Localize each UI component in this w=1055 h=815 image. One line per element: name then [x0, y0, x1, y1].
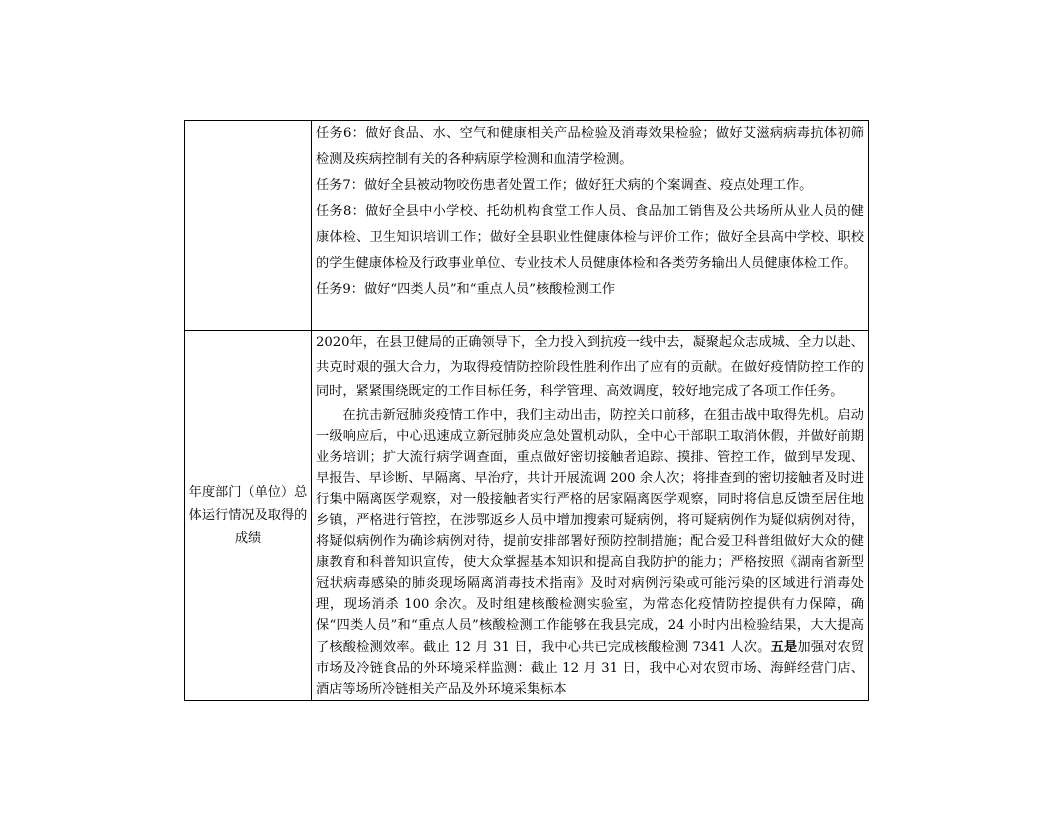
detail-text-main: 在抗击新冠肺炎疫情工作中，我们主动出击，防控关口前移，在狙击战中取得先机。启动一级响应后，中心迅速成立新冠肺炎应急处置机动队，全中心干部职工取消休假，并做好前期业务培训；扩大流行病学调查面，重点做好密切接触者追踪、摸排、管控工作，做到早发现、早报告、早诊断、早隔离、早治疗，共计开展流调 200 余人次；将排查到的密切接触者及时进行集中隔离医学观察，对一般接触者实行严格的居家隔离医学观察，同时将信息反馈至居住地乡镇，严格进行管控，在涉鄂返乡人员中增加搜索可疑病例，将可疑病例作为疑似病例对待，将疑似病例作为确诊病例对待，提前安排部署好预防控制措施；配合爱卫科普组做好大众的健康教育和科普知识宣传，使大众掌握基本知识和提高自我防护的能力；严格按照《湖南省新型冠状病毒感染的肺炎现场隔离消毒技术指南》及时对病例污染或可能污染的区域进行消毒处理，现场消杀 100 余次。及时组建核酸检测实验室，为常态化疫情防控提供有力保障，确保“四类人员”和“重点人员”核酸检测工作能够在我县完成，24 小时内出检验结果，大大提高了核酸检测效率。截止 12 月 31 日，我中心共已完成核酸检测 7341 人次。: [316, 407, 864, 655]
summary-label-cell: [185, 331, 312, 701]
document-table: [184, 120, 869, 701]
tasks-label-cell: [185, 121, 312, 331]
tasks-row: [185, 121, 869, 331]
summary-label: 年度部门（单位）总体运行情况及取得的成绩: [188, 484, 308, 546]
task-7-text: 任务7：做好全县被动物咬伤患者处置工作；做好狂犬病的个案调查、疫点处理工作。: [316, 178, 813, 193]
summary-cell: [312, 331, 869, 701]
summary-row: [185, 331, 869, 701]
task-6-text: 任务6：做好食品、水、空气和健康相关产品检验及消毒效果检验；做好艾滋病病毒抗体初筛检测及疾病控制有关的各种病原学检测和血清学检测。: [316, 126, 864, 167]
detail-text-tail: 加强对农贸市场及冷链食品的外环境采样监测：截止 12 月 31 日，我中心对农贸市场、海鲜经营门店、酒店等场所冷链相关产品及外环境采集标本: [316, 639, 865, 697]
summary-detail-paragraph: [316, 405, 864, 700]
task-8-text: 任务8：做好全县中小学校、托幼机构食堂工作人员、食品加工销售及公共场所从业人员的健康体检、卫生知识培训工作；做好全县职业性健康体检与评价工作；做好全县高中学校、职校的学生健康体检及行政事业单位、专业技术人员健康体检和各类劳务输出人员健康体检工作。: [316, 204, 864, 271]
tasks-cell: [312, 121, 869, 331]
detail-bold-lead: 五是: [770, 639, 798, 655]
task-9-text: 任务9：做好“四类人员”和“重点人员”核酸检测工作: [316, 282, 616, 297]
summary-intro-paragraph: 2020年，在县卫健局的正确领导下，全力投入到抗疫一线中去，凝聚起众志成城、全力以赴、共克时艰的强大合力，为取得疫情防控阶段性胜利作出了应有的贡献。在做好疫情防控工作的同时，紧紧围绕既定的工作目标任务，科学管理、高效调度，较好地完成了各项工作任务。: [316, 335, 864, 399]
